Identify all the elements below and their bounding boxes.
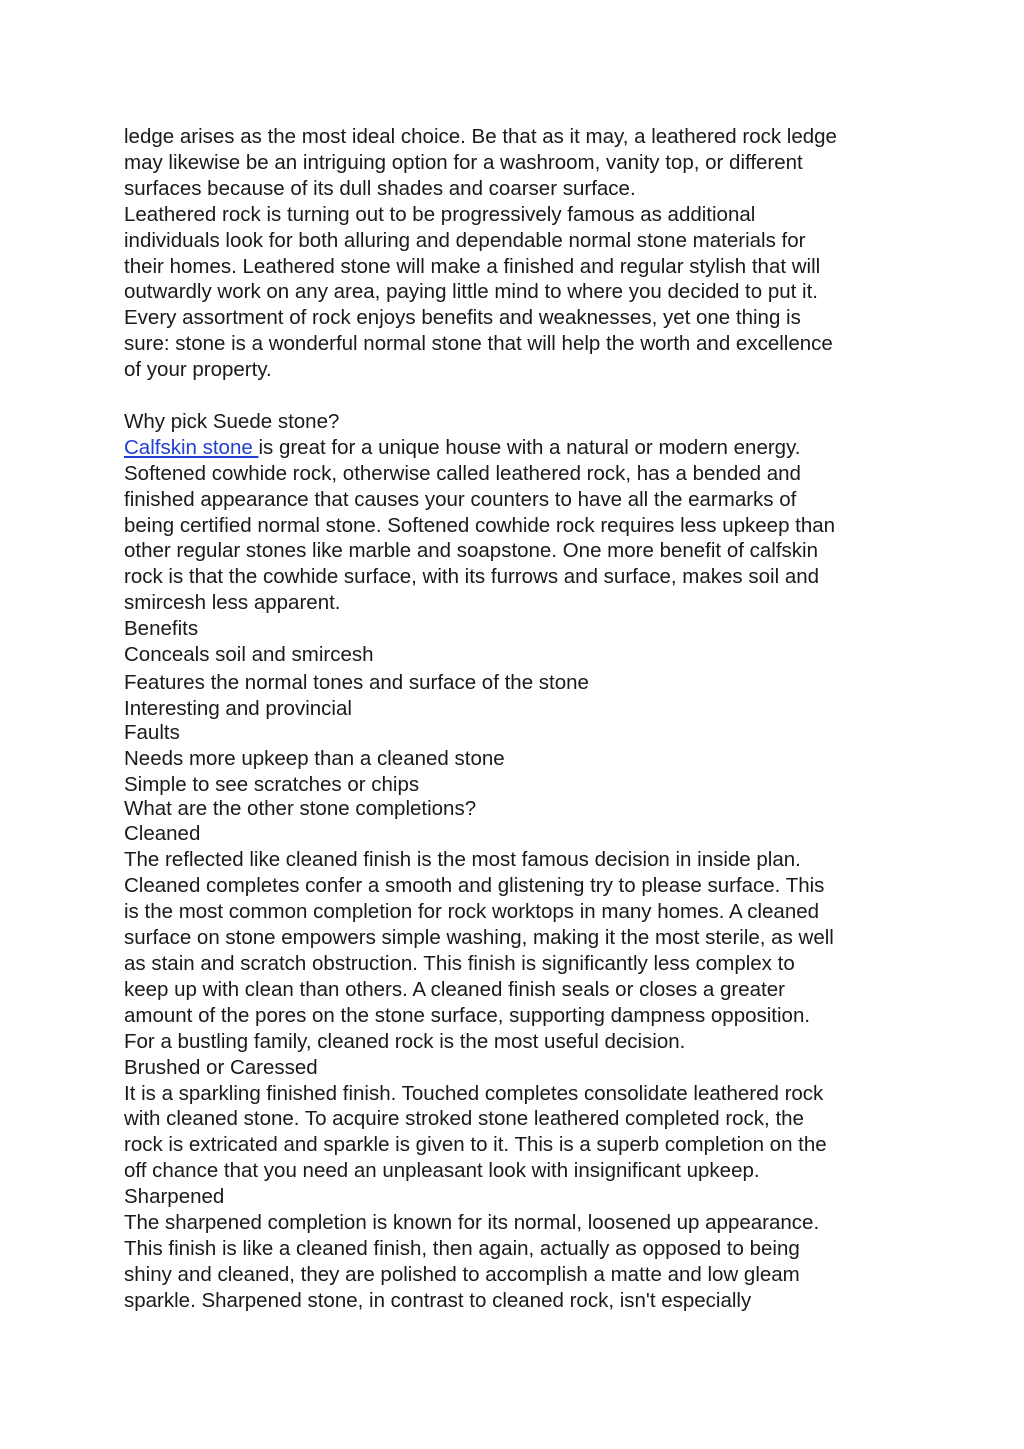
text-line: sparkle. Sharpened stone, in contrast to cleaned rock, isn't especially bbox=[124, 1288, 752, 1312]
text-line: This finish is like a cleaned finish, then again, actually as opposed to being bbox=[124, 1236, 800, 1260]
text-line: rock is that the cowhide surface, with its furrows and surface, makes soil and bbox=[124, 565, 820, 589]
text-line: ledge arises as the most ideal choice. Be that as it may, a leathered rock ledge bbox=[124, 125, 837, 148]
text-line: Leathered rock is turning out to be progressively famous as additional bbox=[124, 202, 756, 226]
text-line: of your property. bbox=[124, 358, 272, 382]
section-heading-why: Why pick Suede stone? bbox=[124, 409, 340, 433]
brushed-paragraph bbox=[124, 1081, 914, 1185]
blank-line bbox=[124, 383, 914, 409]
text-line: sure: stone is a wonderful normal stone that will help the worth and excellence bbox=[124, 332, 833, 356]
text-line: Softened cowhide rock, otherwise called leathered rock, has a bended and bbox=[124, 461, 801, 485]
calfskin-paragraph bbox=[124, 435, 914, 616]
text-line: may likewise be an intriguing option for a washroom, vanity top, or different bbox=[124, 150, 803, 174]
faults-heading: Faults bbox=[124, 720, 180, 744]
benefit-item: Features the normal tones and surface of the stone bbox=[124, 671, 589, 695]
text-line: their homes. Leathered stone will make a finished and regular stylish that will bbox=[124, 254, 821, 278]
text-line: surfaces because of its dull shades and coarser surface. bbox=[124, 176, 636, 200]
text-line: is the most common completion for rock worktops in many homes. A cleaned bbox=[124, 900, 820, 924]
text-line: finished appearance that causes your counters to have all the earmarks of bbox=[124, 487, 797, 511]
text-line: rock is extricated and sparkle is given to it. This is a superb completion on the bbox=[124, 1133, 827, 1157]
brushed-heading: Brushed or Caressed bbox=[124, 1055, 318, 1079]
text-line: amount of the pores on the stone surface, supporting dampness opposition. bbox=[124, 1003, 811, 1027]
document-body bbox=[124, 124, 914, 1314]
fault-item: Needs more upkeep than a cleaned stone bbox=[124, 746, 505, 770]
text-line: as stain and scratch obstruction. This finish is significantly less complex to bbox=[124, 951, 795, 975]
text-line: Every assortment of rock enjoys benefits and weaknesses, yet one thing is bbox=[124, 306, 801, 330]
cleaned-paragraph bbox=[124, 847, 914, 1054]
text-line: surface on stone empowers simple washing, making it the most sterile, as well bbox=[124, 926, 834, 950]
calfskin-stone-link[interactable]: Calfskin stone bbox=[124, 435, 259, 459]
text-line: with cleaned stone. To acquire stroked stone leathered completed rock, the bbox=[124, 1107, 804, 1131]
text-line: It is a sparkling finished finish. Touched completes consolidate leathered rock bbox=[124, 1081, 824, 1105]
text-line: The reflected like cleaned finish is the most famous decision in inside plan. bbox=[124, 848, 801, 872]
benefit-item: Interesting and provincial bbox=[124, 696, 352, 720]
fault-item: Simple to see scratches or chips bbox=[124, 772, 420, 796]
link-following-text: is great for a unique house with a natural or modern energy. bbox=[258, 435, 801, 459]
sharpened-paragraph bbox=[124, 1210, 914, 1314]
text-line: being certified normal stone. Softened cowhide rock requires less upkeep than bbox=[124, 513, 836, 537]
text-line: individuals look for both alluring and dependable normal stone materials for bbox=[124, 228, 806, 252]
text-line: shiny and cleaned, they are polished to accomplish a matte and low gleam bbox=[124, 1262, 800, 1286]
text-line: smircesh less apparent. bbox=[124, 591, 341, 615]
sharpened-heading: Sharpened bbox=[124, 1185, 225, 1209]
benefit-item: Conceals soil and smircesh bbox=[124, 643, 374, 667]
text-line: The sharpened completion is known for its normal, loosened up appearance. bbox=[124, 1211, 820, 1235]
text-line: For a bustling family, cleaned rock is the most useful decision. bbox=[124, 1029, 686, 1053]
text-line: keep up with clean than others. A cleaned finish seals or closes a greater bbox=[124, 977, 785, 1001]
text-line: other regular stones like marble and soapstone. One more benefit of calfskin bbox=[124, 539, 818, 563]
benefits-heading: Benefits bbox=[124, 617, 199, 641]
intro-paragraph bbox=[124, 124, 914, 383]
other-finishes-heading: What are the other stone completions? bbox=[124, 796, 477, 820]
text-line: outwardly work on any area, paying little mind to where you decided to put it. bbox=[124, 280, 818, 304]
text-line-with-link bbox=[124, 435, 914, 461]
cleaned-heading: Cleaned bbox=[124, 822, 201, 846]
text-line: off chance that you need an unpleasant look with insignificant upkeep. bbox=[124, 1159, 760, 1183]
text-line: Cleaned completes confer a smooth and glistening try to please surface. This bbox=[124, 874, 825, 898]
